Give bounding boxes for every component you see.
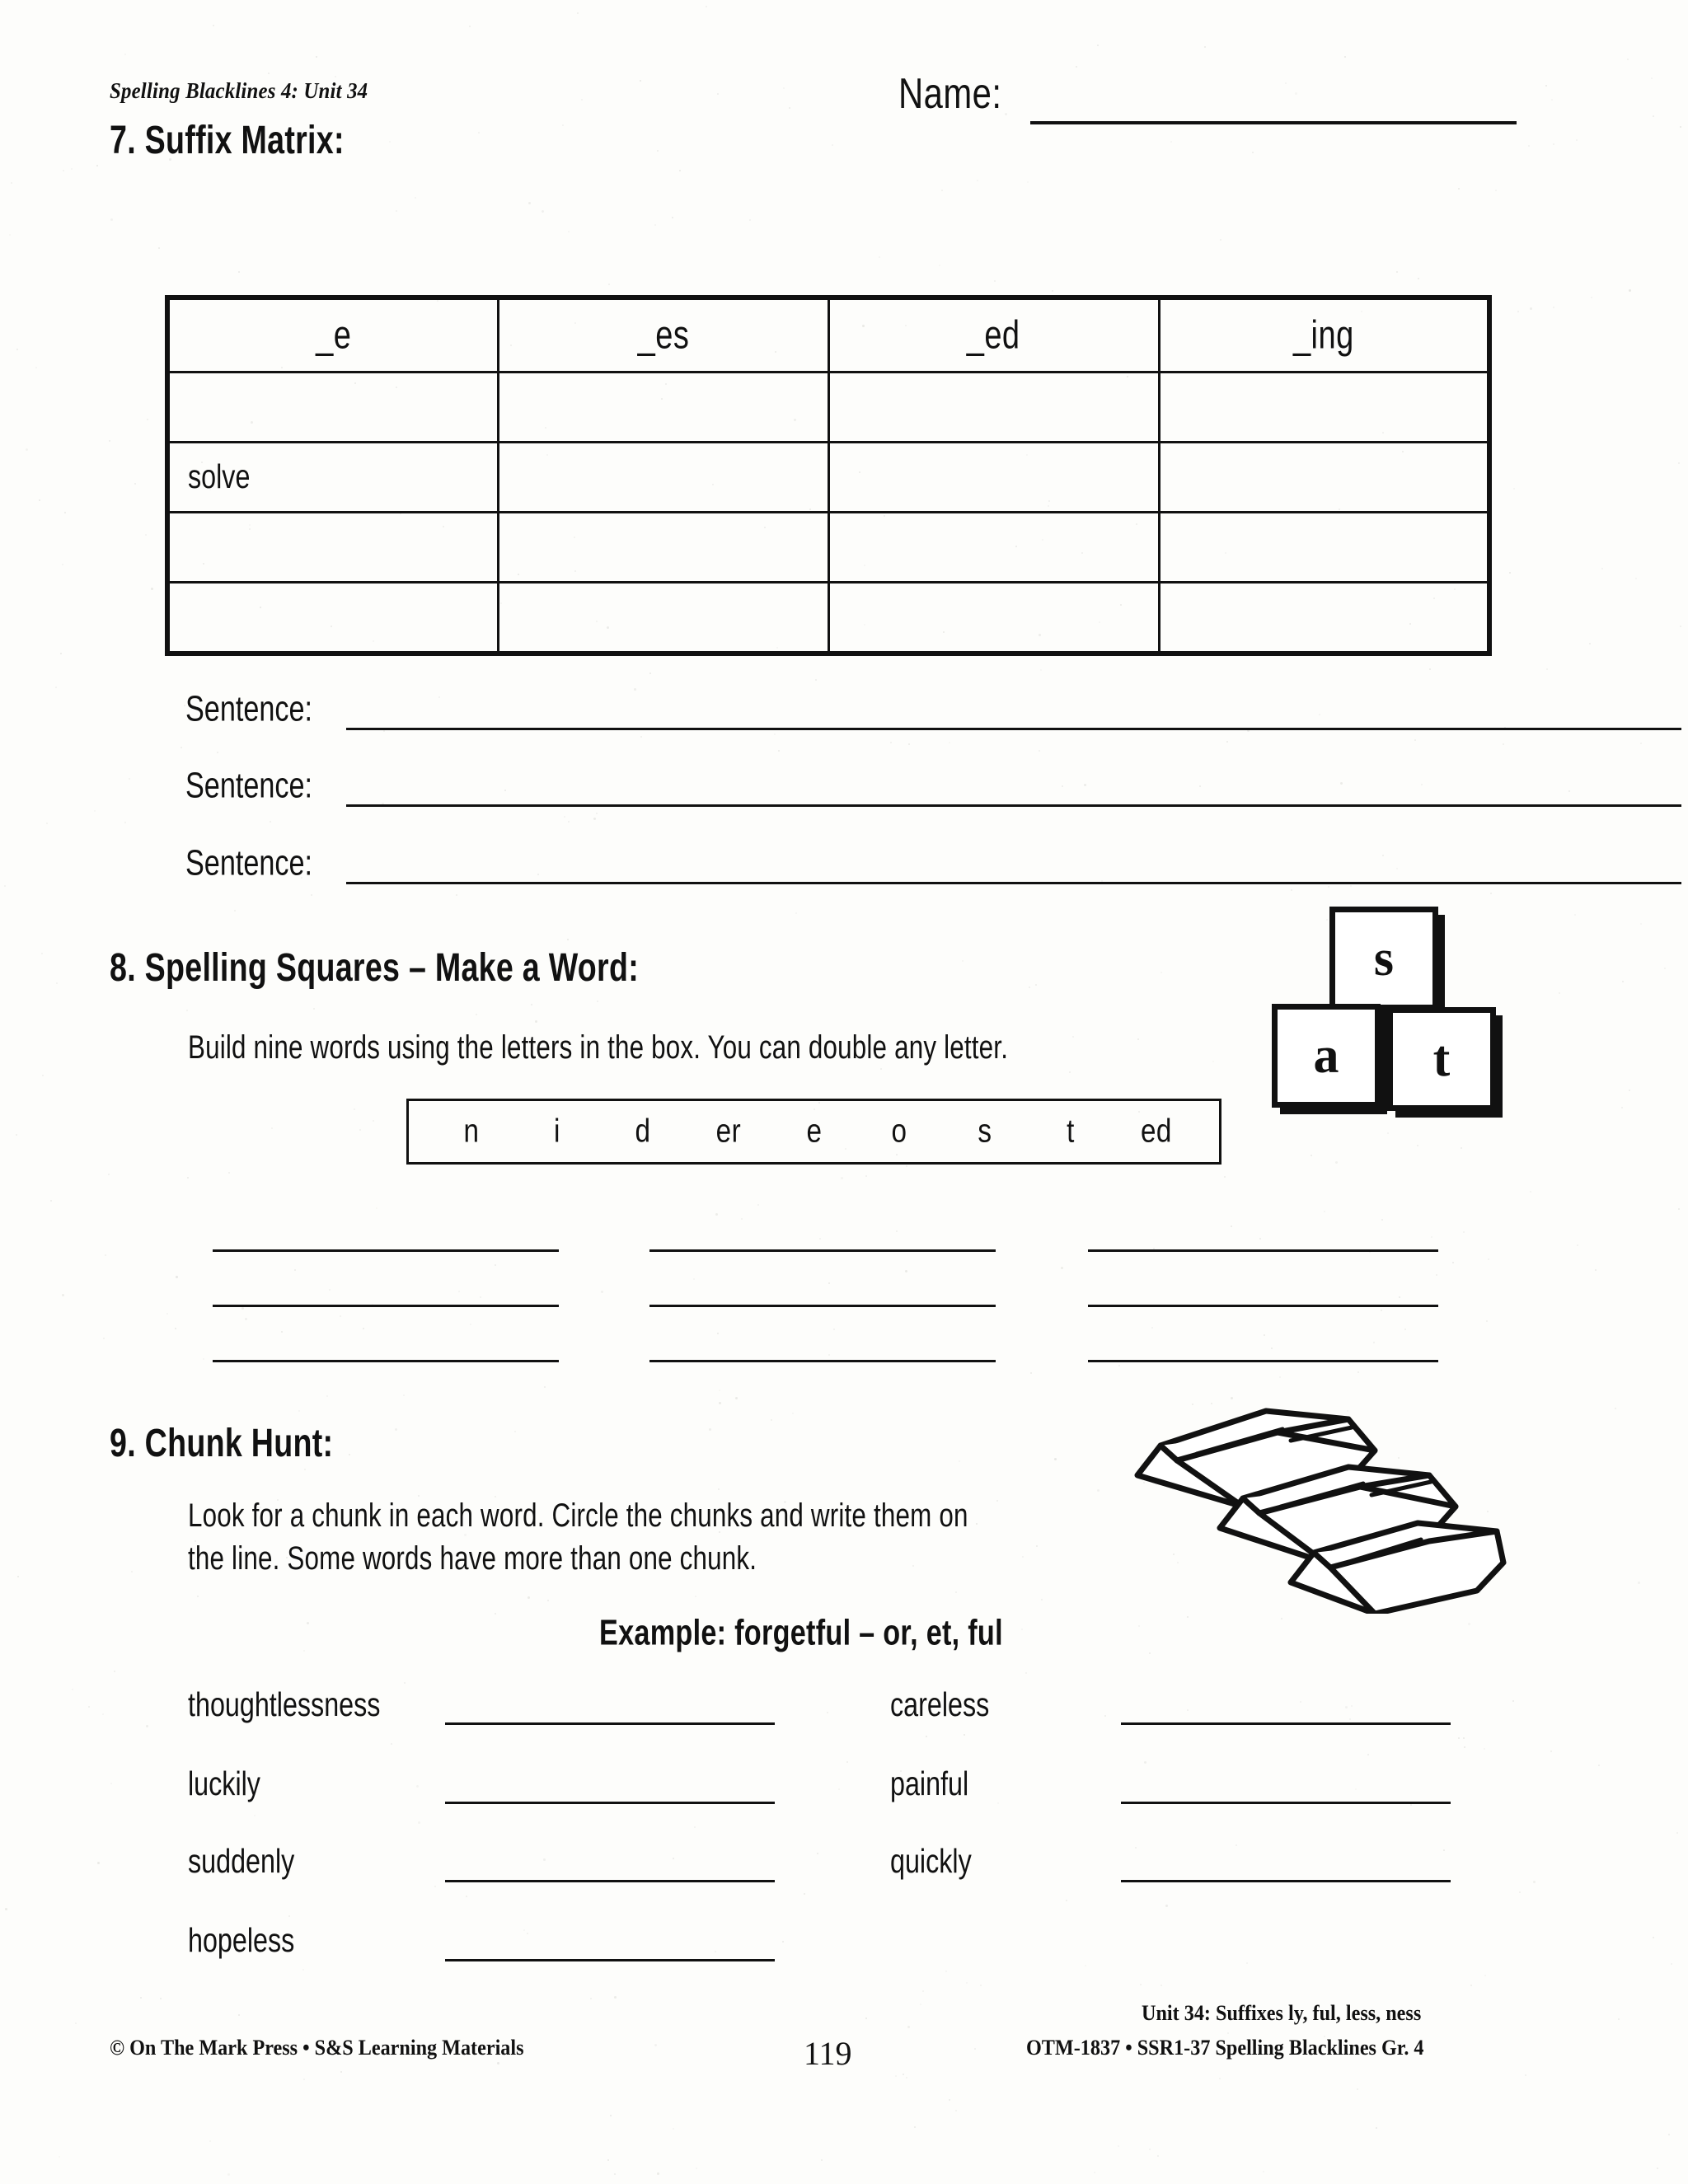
footer-page-number: 119: [804, 2035, 852, 2072]
sentence-input-rule[interactable]: [346, 728, 1681, 730]
letter-tile: s: [978, 1113, 992, 1150]
chunk-word: thoughtlessness: [188, 1686, 381, 1724]
table-cell[interactable]: [1159, 443, 1489, 513]
table-cell[interactable]: [167, 373, 498, 443]
word-answer-line[interactable]: [213, 1249, 559, 1252]
chunk-answer-line[interactable]: [1121, 1722, 1451, 1725]
table-cell[interactable]: [828, 373, 1159, 443]
sentence-label: Sentence:: [185, 765, 313, 806]
chunk-answer-line[interactable]: [1121, 1880, 1451, 1882]
table-header-cell-3: [1159, 298, 1489, 373]
word-answer-line[interactable]: [213, 1360, 559, 1362]
chunk-word: careless: [890, 1686, 990, 1724]
column-header-es: _es: [637, 313, 689, 357]
book-title: Spelling Blacklines 4: Unit 34: [110, 78, 368, 103]
table-cell[interactable]: [828, 583, 1159, 654]
table-cell[interactable]: [167, 583, 498, 654]
sentence-input-rule[interactable]: [346, 804, 1681, 807]
chunk-answer-line[interactable]: [1121, 1802, 1451, 1804]
table-cell[interactable]: [1159, 583, 1489, 654]
section-7-heading: 7. Suffix Matrix:: [110, 119, 345, 162]
letter-block-a: a: [1272, 1004, 1381, 1108]
word-answer-line[interactable]: [1088, 1360, 1438, 1362]
footer-code-line: OTM-1837 • SSR1-37 Spelling Blacklines Gr. 4: [1026, 2036, 1424, 2060]
table-cell[interactable]: [498, 583, 828, 654]
chunk-word: painful: [890, 1765, 969, 1803]
letter-bank-list: [409, 1101, 1219, 1162]
alphabet-blocks-illustration: [1265, 907, 1504, 1113]
table-row: [167, 583, 1489, 654]
suffix-matrix-table: [165, 295, 1492, 656]
name-label: Name:: [898, 70, 1002, 118]
section-9-instruction-line-1: Look for a chunk in each word. Circle the chunks and write them on: [188, 1497, 968, 1534]
table-cell[interactable]: [498, 513, 828, 583]
name-input-rule[interactable]: [1030, 121, 1517, 124]
word-answer-line[interactable]: [649, 1360, 996, 1362]
letter-tile: er: [715, 1113, 741, 1150]
column-header-ed: _ed: [967, 313, 1020, 357]
chunk-answer-line[interactable]: [445, 1802, 775, 1804]
table-header-cell-0: [167, 298, 498, 373]
sentence-input-rule[interactable]: [346, 882, 1681, 884]
table-cell[interactable]: [1159, 373, 1489, 443]
table-cell[interactable]: [167, 443, 498, 513]
table-cell[interactable]: [828, 443, 1159, 513]
column-header-e: _e: [315, 313, 351, 357]
chunk-word: quickly: [890, 1843, 972, 1881]
section-8-heading: 8. Spelling Squares – Make a Word:: [110, 946, 640, 990]
table-cell[interactable]: [1159, 513, 1489, 583]
section-9-heading: 9. Chunk Hunt:: [110, 1422, 334, 1465]
table-header-cell-2: [828, 298, 1159, 373]
letter-tile: ed: [1141, 1113, 1173, 1150]
letter-tile: i: [553, 1113, 560, 1150]
footer-unit-line: Unit 34: Suffixes ly, ful, less, ness: [1142, 2001, 1422, 2025]
table-row: [167, 443, 1489, 513]
table-row: [167, 513, 1489, 583]
letter-tile: d: [635, 1113, 651, 1150]
chunk-hunt-example: Example: forgetful – or, et, ful: [599, 1612, 1003, 1653]
cell-text: solve: [188, 457, 251, 496]
table-cell[interactable]: [828, 513, 1159, 583]
chunk-answer-line[interactable]: [445, 1959, 775, 1961]
section-8-instruction: Build nine words using the letters in the box. You can double any letter.: [188, 1029, 1009, 1066]
table-header-cell-1: [498, 298, 828, 373]
letter-block-t: t: [1387, 1007, 1496, 1111]
sentence-label: Sentence:: [185, 688, 313, 729]
section-9-instruction-line-2: the line. Some words have more than one chunk.: [188, 1540, 757, 1577]
word-answer-line[interactable]: [649, 1249, 996, 1252]
chunk-answer-line[interactable]: [445, 1880, 775, 1882]
table-cell[interactable]: [498, 443, 828, 513]
chocolate-bar-illustration: [1128, 1375, 1507, 1614]
chunk-word: suddenly: [188, 1843, 295, 1881]
letter-tile: t: [1067, 1113, 1076, 1150]
word-answer-line[interactable]: [649, 1305, 996, 1307]
chunk-word: hopeless: [188, 1922, 295, 1960]
chunk-answer-line[interactable]: [445, 1722, 775, 1725]
letter-bank-box: [406, 1099, 1221, 1165]
table-header-row: [167, 298, 1489, 373]
word-answer-line[interactable]: [1088, 1305, 1438, 1307]
letter-block-s: s: [1329, 907, 1438, 1010]
word-answer-line[interactable]: [213, 1305, 559, 1307]
sentence-label: Sentence:: [185, 842, 313, 883]
letter-tile: e: [806, 1113, 822, 1150]
footer-copyright: © On The Mark Press • S&S Learning Materials: [110, 2036, 524, 2060]
word-answer-line[interactable]: [1088, 1249, 1438, 1252]
table-cell[interactable]: [498, 373, 828, 443]
letter-tile: n: [463, 1113, 480, 1150]
table-row: [167, 373, 1489, 443]
letter-tile: o: [891, 1113, 907, 1150]
table-cell[interactable]: [167, 513, 498, 583]
column-header-ing: _ing: [1292, 313, 1354, 357]
chunk-word: luckily: [188, 1765, 260, 1803]
